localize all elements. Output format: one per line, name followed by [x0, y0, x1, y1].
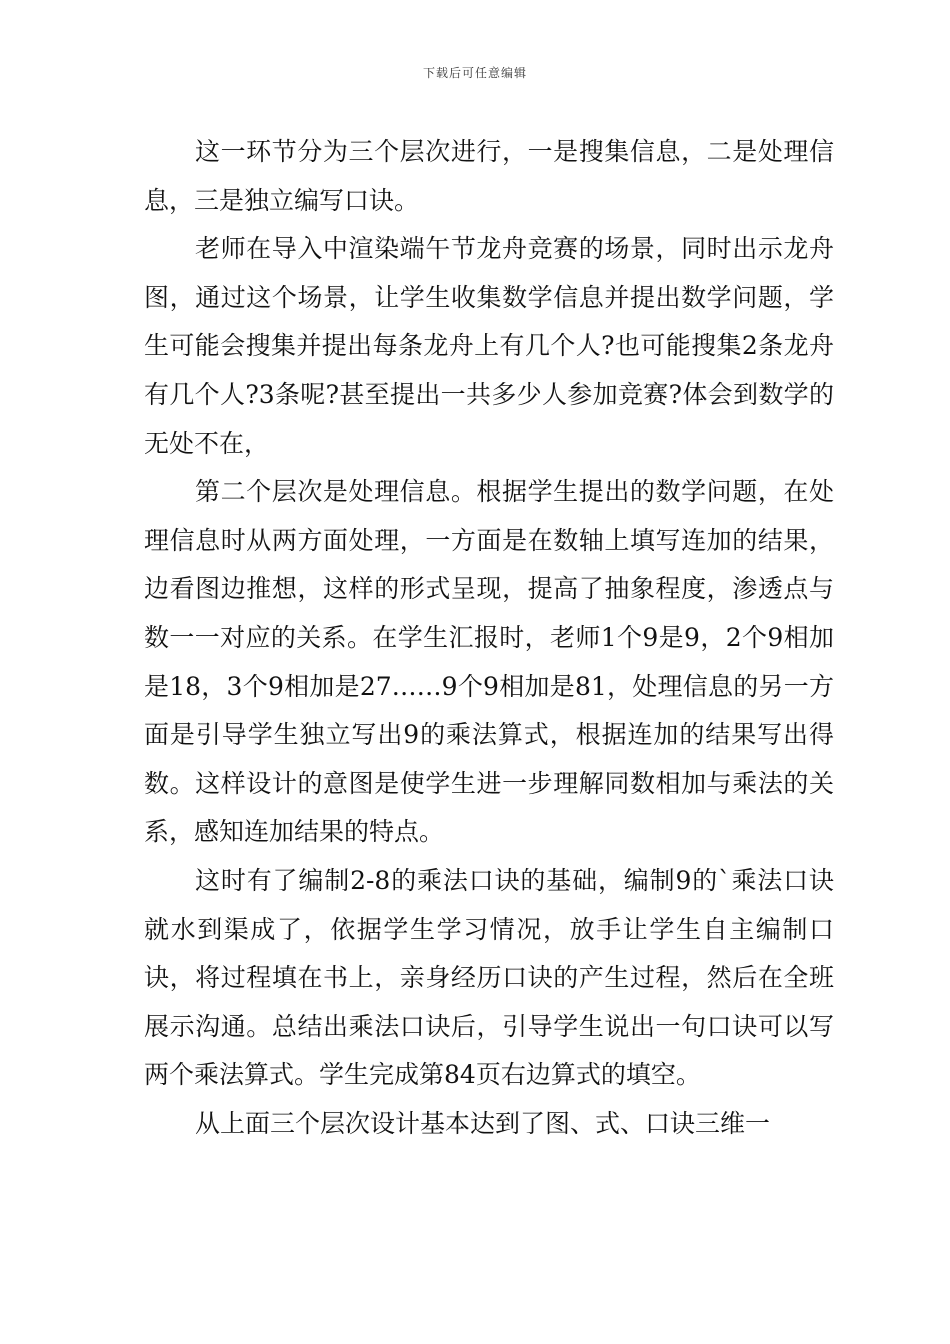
paragraph-5: 从上面三个层次设计基本达到了图、式、口诀三维一	[195, 1108, 771, 1138]
paragraph-4: 这时有了编制2-8的乘法口诀的基础，编制9的`乘法口诀就水到渠成了，依据学生学习情况，放手让学生自主编制口诀，将过程填在书上，亲身经历口诀的产生过程，然后在全班展示沟通。总结出乘法口诀后，引导学生说出一句口诀可以写两个乘法算式。学生完成第84页右边算式的填空。	[144, 865, 834, 1090]
paragraph-1: 这一环节分为三个层次进行，一是搜集信息，二是处理信息，三是独立编写口诀。	[144, 137, 834, 215]
header-note: 下载后可任意编辑	[422, 66, 527, 80]
paragraph-2: 老师在导入中渲染端午节龙舟竞赛的场景，同时出示龙舟图，通过这个场景，让学生收集数学信息并提出数学问题，学生可能会搜集并提出每条龙舟上有几个人?也可能搜集2条龙舟有几个人?3条呢?甚至提出一共多少人参加竞赛?体会到数学的无处不在，	[144, 234, 834, 458]
document-body	[144, 128, 834, 1148]
paragraph-3: 第二个层次是处理信息。根据学生提出的数学问题，在处理信息时从两方面处理，一方面是在数轴上填写连加的结果，边看图边推想，这样的形式呈现，提高了抽象程度，渗透点与数一一对应的关系。在学生汇报时，老师1个9是9，2个9相加是18，3个9相加是27……9个9相加是81，处理信息的另一方面是引导学生独立写出9的乘法算式，根据连加的结果写出得数。这样设计的意图是使学生进一步理解同数相加与乘法的关系，感知连加结果的特点。	[144, 477, 834, 847]
